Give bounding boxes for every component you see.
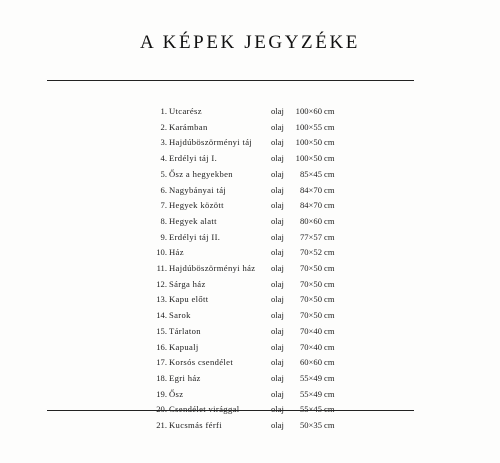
item-unit: cm — [324, 106, 335, 116]
top-divider — [47, 80, 414, 81]
list-item — [0, 135, 500, 149]
list-item — [0, 371, 500, 385]
item-number: 6. — [160, 184, 167, 195]
item-unit: cm — [324, 404, 335, 415]
item-number: 1. — [160, 106, 167, 116]
item-unit: cm — [324, 200, 335, 211]
item-unit: cm — [324, 184, 335, 195]
list-item — [0, 167, 500, 181]
item-title: Csendélet virággal — [169, 404, 240, 415]
item-medium: olaj — [271, 420, 284, 430]
item-unit: cm — [324, 137, 335, 148]
item-medium: olaj — [271, 357, 284, 368]
item-title: Nagybányai táj — [169, 184, 227, 195]
item-medium: olaj — [271, 106, 284, 116]
item-medium: olaj — [271, 247, 284, 258]
item-unit: cm — [324, 294, 335, 305]
item-medium: olaj — [271, 372, 284, 383]
item-title: Kapualj — [169, 341, 199, 352]
item-title: Ház — [169, 247, 184, 258]
item-title: Ősz a hegyekben — [169, 168, 233, 179]
item-unit: cm — [324, 215, 335, 226]
item-medium: olaj — [271, 404, 284, 415]
item-title: Hegyek között — [169, 200, 224, 211]
item-number: 12. — [156, 278, 167, 289]
item-title: Karámban — [169, 121, 208, 132]
item-title: Sárga ház — [169, 278, 206, 289]
item-unit: cm — [324, 263, 335, 273]
item-size: 55×49 — [299, 372, 322, 383]
item-number: 5. — [160, 168, 167, 179]
list-item — [0, 277, 500, 291]
item-number: 9. — [160, 231, 167, 242]
item-number: 17. — [156, 357, 167, 368]
item-number: 10. — [156, 247, 167, 258]
item-size: 100×60 — [295, 106, 322, 116]
item-number: 19. — [156, 388, 167, 399]
item-number: 21. — [156, 420, 167, 430]
item-unit: cm — [324, 388, 335, 399]
item-medium: olaj — [271, 341, 284, 352]
item-title: Hajdúböszörményi ház — [169, 263, 256, 273]
item-title: Egri ház — [169, 372, 201, 383]
item-number: 3. — [160, 137, 167, 148]
item-unit: cm — [324, 420, 335, 430]
item-number: 2. — [160, 121, 167, 132]
item-title: Kucsmás férfi — [169, 420, 222, 430]
item-size: 85×45 — [299, 168, 322, 179]
item-unit: cm — [324, 278, 335, 289]
item-number: 13. — [156, 294, 167, 305]
item-size: 50×35 — [299, 420, 322, 430]
item-unit: cm — [324, 372, 335, 383]
item-size: 70×40 — [299, 341, 322, 352]
item-title: Ősz — [169, 388, 184, 399]
list-item — [0, 214, 500, 228]
list-item — [0, 324, 500, 338]
item-unit: cm — [324, 247, 335, 258]
item-size: 70×52 — [299, 247, 322, 258]
item-medium: olaj — [271, 153, 284, 164]
item-size: 84×70 — [299, 184, 322, 195]
list-item — [0, 355, 500, 369]
item-title: Sarok — [169, 310, 191, 321]
item-number: 4. — [160, 153, 167, 164]
list-item — [0, 308, 500, 322]
item-size: 80×60 — [299, 215, 322, 226]
item-size: 60×60 — [299, 357, 322, 368]
item-unit: cm — [324, 310, 335, 321]
item-number: 15. — [156, 325, 167, 336]
item-medium: olaj — [271, 278, 284, 289]
item-unit: cm — [324, 341, 335, 352]
item-size: 70×50 — [299, 294, 322, 305]
item-medium: olaj — [271, 310, 284, 321]
item-medium: olaj — [271, 294, 284, 305]
list-item — [0, 340, 500, 354]
item-medium: olaj — [271, 184, 284, 195]
item-size: 100×50 — [295, 153, 322, 164]
item-size: 70×50 — [299, 310, 322, 321]
bottom-divider — [47, 410, 414, 411]
item-medium: olaj — [271, 215, 284, 226]
item-size: 100×50 — [295, 137, 322, 148]
list-item — [0, 292, 500, 306]
item-number: 7. — [160, 200, 167, 211]
list-item — [0, 104, 500, 118]
item-unit: cm — [324, 121, 335, 132]
item-size: 100×55 — [295, 121, 322, 132]
item-medium: olaj — [271, 263, 284, 273]
item-number: 20. — [156, 404, 167, 415]
item-medium: olaj — [271, 325, 284, 336]
list-item — [0, 120, 500, 134]
item-title: Utcarész — [169, 106, 202, 116]
item-number: 14. — [156, 310, 167, 321]
item-size: 70×40 — [299, 325, 322, 336]
list-item — [0, 198, 500, 212]
item-medium: olaj — [271, 231, 284, 242]
item-number: 11. — [156, 263, 167, 273]
item-title: Erdélyi táj II. — [169, 231, 221, 242]
item-size: 70×50 — [299, 278, 322, 289]
item-size: 84×70 — [299, 200, 322, 211]
item-size: 77×57 — [299, 231, 322, 242]
item-title: Erdélyi táj I. — [169, 153, 218, 164]
item-medium: olaj — [271, 137, 284, 148]
item-medium: olaj — [271, 388, 284, 399]
item-title: Korsós csendélet — [169, 357, 234, 368]
page-title: A KÉPEK JEGYZÉKE — [140, 32, 360, 53]
item-title: Hajdúböszörményi táj — [169, 137, 253, 148]
item-unit: cm — [324, 153, 335, 164]
item-number: 18. — [156, 372, 167, 383]
item-number: 16. — [156, 341, 167, 352]
item-unit: cm — [324, 357, 335, 368]
list-item — [0, 230, 500, 244]
list-item — [0, 245, 500, 259]
item-title: Hegyek alatt — [169, 215, 217, 226]
item-size: 55×45 — [299, 404, 322, 415]
item-medium: olaj — [271, 121, 284, 132]
item-unit: cm — [324, 325, 335, 336]
item-size: 70×50 — [299, 263, 322, 273]
item-unit: cm — [324, 231, 335, 242]
item-number: 8. — [160, 215, 167, 226]
item-title: Kapu előtt — [169, 294, 209, 305]
list-item — [0, 261, 500, 275]
item-size: 55×49 — [299, 388, 322, 399]
item-unit: cm — [324, 168, 335, 179]
list-item — [0, 418, 500, 432]
list-item — [0, 183, 500, 197]
item-title: Tárlaton — [169, 325, 201, 336]
item-medium: olaj — [271, 168, 284, 179]
list-item — [0, 151, 500, 165]
list-item — [0, 387, 500, 401]
item-medium: olaj — [271, 200, 284, 211]
